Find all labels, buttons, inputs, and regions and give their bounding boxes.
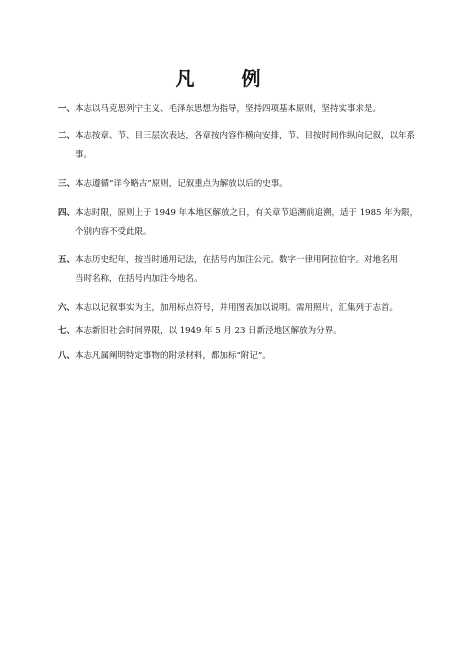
- item-text: [75, 347, 418, 366]
- item-line: 事。: [75, 150, 93, 160]
- item-text: [75, 251, 418, 289]
- item-number: 一、: [58, 104, 76, 114]
- item-line: 本志以马克思列宁主义、毛泽东思想为指导，坚持四项基本原则，坚持实事求是。: [75, 104, 382, 114]
- item-line: 当时名称，在括号内加注今地名。: [75, 274, 203, 284]
- item-number: 五、: [58, 255, 76, 265]
- item-number: 三、: [58, 179, 76, 189]
- item-number: 六、: [58, 303, 76, 313]
- page-title: 凡 例: [175, 68, 275, 90]
- item-line: 个别内容不受此限。: [75, 227, 152, 237]
- item-line: 本志时限，原则上于 1949 年本地区解放之日，有关章节追溯前追溯，适于 1985 年为限，: [75, 208, 419, 218]
- item-line: 本志以记叙事实为主，加用标点符号，并用图表加以说明。需用照片，汇集列于志首。: [75, 303, 399, 313]
- item-text: [75, 299, 418, 318]
- item-text: [75, 127, 418, 165]
- item-line: 本志历史纪年，按当时通用记法，在括号内加注公元。数字一律用阿拉伯字。对地名用: [75, 255, 399, 265]
- item-text: [75, 100, 418, 119]
- guideline-item-4: [58, 204, 418, 242]
- guideline-item-3: [58, 175, 418, 194]
- guidelines-list: [58, 100, 418, 366]
- guideline-item-6: [58, 299, 418, 318]
- item-line: 本志按章、节、目三层次表达，各章按内容作横向安排，节、目按时间作纵向记叙，以年系: [75, 131, 416, 141]
- item-line: 本志新旧社会时间界限，以 1949 年 5 月 23 日新泾地区解放为分界。: [75, 326, 342, 336]
- item-text: [75, 204, 418, 242]
- guideline-item-7: [58, 322, 418, 341]
- item-text: [75, 322, 418, 341]
- guideline-item-1: [58, 100, 418, 119]
- item-line: 本志遵循“详今略古”原则，记叙重点为解放以后的史事。: [75, 179, 288, 189]
- item-number: 二、: [58, 131, 76, 141]
- item-line: 本志凡属阐明特定事物的附录材料，都加标“附记”。: [75, 351, 271, 361]
- guideline-item-5: [58, 251, 418, 289]
- item-number: 四、: [58, 208, 76, 218]
- item-number: 八、: [58, 351, 76, 361]
- guideline-item-2: [58, 127, 418, 165]
- item-number: 七、: [58, 326, 76, 336]
- guideline-item-8: [58, 347, 418, 366]
- item-text: [75, 175, 418, 194]
